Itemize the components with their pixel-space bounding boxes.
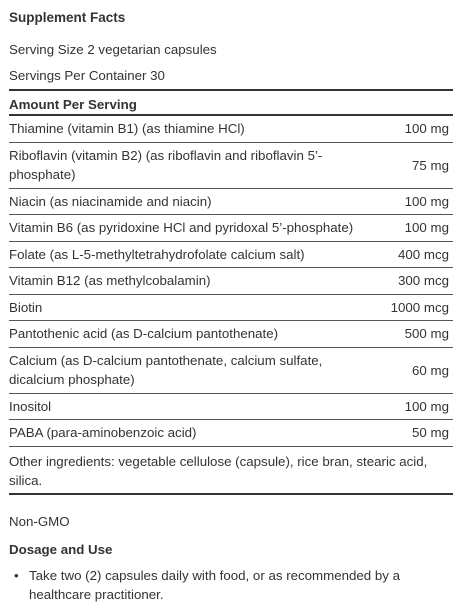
- ingredient-row: [9, 348, 453, 394]
- supplement-facts-title: Supplement Facts: [9, 10, 126, 25]
- ingredient-row: [9, 116, 453, 143]
- ingredient-row: [9, 242, 453, 269]
- dosage-list: [9, 566, 439, 604]
- serving-size: Serving Size 2 vegetarian capsules: [9, 42, 217, 57]
- ingredient-row: [9, 268, 453, 295]
- ingredient-amount: 1000 mcg: [390, 299, 449, 315]
- bullet-icon: •: [14, 568, 19, 583]
- ingredient-name: Pantothenic acid (as D-calcium pantothenate): [9, 326, 279, 342]
- amount-per-serving-header: Amount Per Serving: [9, 91, 453, 116]
- other-ingredients: Other ingredients: vegetable cellulose (capsule), rice bran, stearic acid, silica.: [9, 447, 453, 495]
- ingredient-amount: 500 mg: [404, 326, 449, 342]
- ingredient-amount: 100 mg: [404, 121, 449, 137]
- ingredient-name: Vitamin B12 (as methylcobalamin): [9, 273, 211, 289]
- ingredient-name: PABA (para-aminobenzoic acid): [9, 425, 197, 441]
- ingredient-row: [9, 189, 453, 216]
- ingredient-amount: 400 mcg: [398, 246, 449, 262]
- ingredient-name: Inositol: [9, 398, 52, 414]
- ingredient-name: Biotin: [9, 299, 43, 315]
- ingredient-row: [9, 143, 453, 189]
- ingredient-amount: 75 mg: [412, 157, 449, 173]
- dosage-text: Take two (2) capsules daily with food, or as recommended by a healthcare practitioner.: [29, 568, 401, 602]
- facts-table: [9, 89, 453, 495]
- non-gmo-label: Non-GMO: [9, 514, 70, 529]
- ingredient-row: [9, 321, 453, 348]
- ingredient-name: Riboflavin (vitamin B2) (as riboflavin and riboflavin 5’-phosphate): [9, 148, 323, 182]
- ingredient-name: Folate (as L-5-methyltetrahydrofolate calcium salt): [9, 246, 305, 262]
- ingredient-name: Niacin (as niacinamide and niacin): [9, 193, 212, 209]
- ingredient-amount: 300 mcg: [398, 273, 449, 289]
- list-item: [9, 566, 439, 604]
- ingredient-row: [9, 394, 453, 421]
- ingredient-name: Calcium (as D-calcium pantothenate, calcium sulfate, dicalcium phosphate): [9, 353, 323, 387]
- ingredient-name: Thiamine (vitamin B1) (as thiamine HCl): [9, 121, 245, 137]
- ingredient-name: Vitamin B6 (as pyridoxine HCl and pyridoxal 5’-phosphate): [9, 220, 354, 236]
- ingredient-row: [9, 295, 453, 322]
- ingredient-amount: 50 mg: [412, 425, 449, 441]
- ingredient-row: [9, 420, 453, 447]
- ingredient-amount: 100 mg: [404, 398, 449, 414]
- ingredient-amount: 60 mg: [412, 362, 449, 378]
- ingredient-row: [9, 215, 453, 242]
- ingredient-amount: 100 mg: [404, 220, 449, 236]
- servings-per-container: Servings Per Container 30: [9, 68, 165, 83]
- ingredient-amount: 100 mg: [404, 193, 449, 209]
- dosage-title: Dosage and Use: [9, 542, 113, 557]
